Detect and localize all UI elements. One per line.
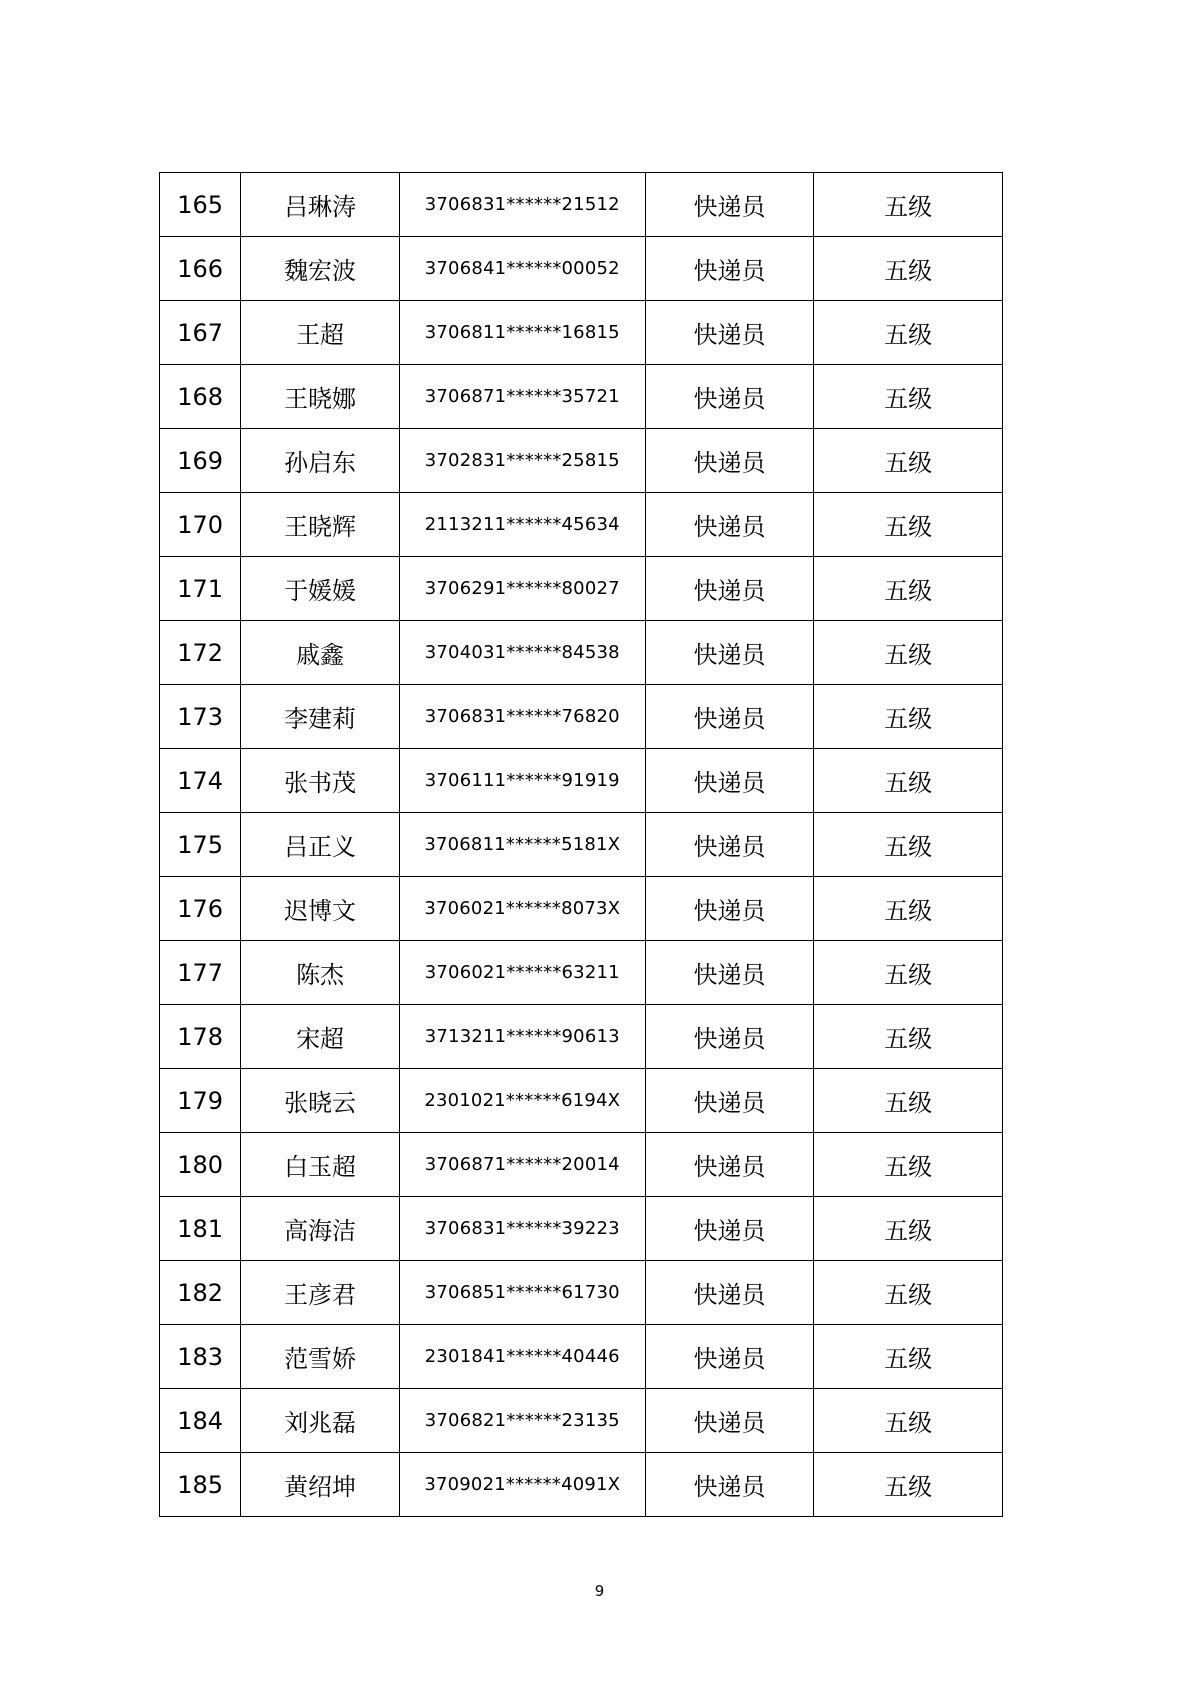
row-number: 177 xyxy=(160,941,241,1005)
occupation: 快递员 xyxy=(645,237,814,301)
occupation: 快递员 xyxy=(645,1389,814,1453)
person-name: 刘兆磊 xyxy=(241,1389,400,1453)
person-name: 宋超 xyxy=(241,1005,400,1069)
skill-level: 五级 xyxy=(814,941,1003,1005)
person-name: 王晓辉 xyxy=(241,493,400,557)
occupation: 快递员 xyxy=(645,1325,814,1389)
table-row xyxy=(160,1453,1003,1517)
table-row xyxy=(160,877,1003,941)
table-row xyxy=(160,173,1003,237)
person-name: 张书茂 xyxy=(241,749,400,813)
row-number: 174 xyxy=(160,749,241,813)
skill-level: 五级 xyxy=(814,237,1003,301)
person-name: 白玉超 xyxy=(241,1133,400,1197)
table-row xyxy=(160,1325,1003,1389)
table-row xyxy=(160,429,1003,493)
id-number: 3706811******5181X xyxy=(399,813,645,877)
occupation: 快递员 xyxy=(645,1261,814,1325)
occupation: 快递员 xyxy=(645,1197,814,1261)
row-number: 181 xyxy=(160,1197,241,1261)
table-row xyxy=(160,941,1003,1005)
id-number: 3704031******84538 xyxy=(399,621,645,685)
page-number: 9 xyxy=(594,1582,605,1600)
person-name: 吕正义 xyxy=(241,813,400,877)
person-name: 范雪娇 xyxy=(241,1325,400,1389)
table-row xyxy=(160,749,1003,813)
id-number: 3706871******20014 xyxy=(399,1133,645,1197)
table-row xyxy=(160,365,1003,429)
occupation: 快递员 xyxy=(645,1453,814,1517)
table-row xyxy=(160,493,1003,557)
person-name: 黄绍坤 xyxy=(241,1453,400,1517)
occupation: 快递员 xyxy=(645,877,814,941)
roster-table-body xyxy=(160,173,1003,1517)
id-number: 3706821******23135 xyxy=(399,1389,645,1453)
skill-level: 五级 xyxy=(814,301,1003,365)
skill-level: 五级 xyxy=(814,173,1003,237)
id-number: 3706831******39223 xyxy=(399,1197,645,1261)
skill-level: 五级 xyxy=(814,877,1003,941)
person-name: 迟博文 xyxy=(241,877,400,941)
row-number: 184 xyxy=(160,1389,241,1453)
person-name: 戚鑫 xyxy=(241,621,400,685)
id-number: 3706831******76820 xyxy=(399,685,645,749)
occupation: 快递员 xyxy=(645,621,814,685)
id-number: 3706871******35721 xyxy=(399,365,645,429)
skill-level: 五级 xyxy=(814,621,1003,685)
row-number: 175 xyxy=(160,813,241,877)
occupation: 快递员 xyxy=(645,557,814,621)
occupation: 快递员 xyxy=(645,301,814,365)
skill-level: 五级 xyxy=(814,1261,1003,1325)
person-name: 张晓云 xyxy=(241,1069,400,1133)
occupation: 快递员 xyxy=(645,749,814,813)
row-number: 185 xyxy=(160,1453,241,1517)
table-row xyxy=(160,1389,1003,1453)
row-number: 176 xyxy=(160,877,241,941)
occupation: 快递员 xyxy=(645,173,814,237)
id-number: 3706811******16815 xyxy=(399,301,645,365)
table-row xyxy=(160,685,1003,749)
id-number: 3702831******25815 xyxy=(399,429,645,493)
occupation: 快递员 xyxy=(645,429,814,493)
row-number: 168 xyxy=(160,365,241,429)
person-name: 王超 xyxy=(241,301,400,365)
id-number: 3709021******4091X xyxy=(399,1453,645,1517)
table-row xyxy=(160,1069,1003,1133)
occupation: 快递员 xyxy=(645,685,814,749)
id-number: 3713211******90613 xyxy=(399,1005,645,1069)
occupation: 快递员 xyxy=(645,1005,814,1069)
person-name: 孙启东 xyxy=(241,429,400,493)
row-number: 173 xyxy=(160,685,241,749)
row-number: 180 xyxy=(160,1133,241,1197)
skill-level: 五级 xyxy=(814,1005,1003,1069)
table-row xyxy=(160,301,1003,365)
table-row xyxy=(160,1005,1003,1069)
person-name: 高海洁 xyxy=(241,1197,400,1261)
row-number: 182 xyxy=(160,1261,241,1325)
id-number: 3706021******63211 xyxy=(399,941,645,1005)
row-number: 183 xyxy=(160,1325,241,1389)
occupation: 快递员 xyxy=(645,493,814,557)
occupation: 快递员 xyxy=(645,1133,814,1197)
skill-level: 五级 xyxy=(814,1453,1003,1517)
row-number: 178 xyxy=(160,1005,241,1069)
occupation: 快递员 xyxy=(645,1069,814,1133)
person-name: 王彦君 xyxy=(241,1261,400,1325)
id-number: 3706111******91919 xyxy=(399,749,645,813)
row-number: 165 xyxy=(160,173,241,237)
id-number: 3706021******8073X xyxy=(399,877,645,941)
occupation: 快递员 xyxy=(645,813,814,877)
table-row xyxy=(160,813,1003,877)
skill-level: 五级 xyxy=(814,1069,1003,1133)
id-number: 2301841******40446 xyxy=(399,1325,645,1389)
skill-level: 五级 xyxy=(814,749,1003,813)
skill-level: 五级 xyxy=(814,557,1003,621)
row-number: 172 xyxy=(160,621,241,685)
skill-level: 五级 xyxy=(814,685,1003,749)
row-number: 171 xyxy=(160,557,241,621)
id-number: 3706851******61730 xyxy=(399,1261,645,1325)
occupation: 快递员 xyxy=(645,365,814,429)
skill-level: 五级 xyxy=(814,1389,1003,1453)
occupation: 快递员 xyxy=(645,941,814,1005)
table-row xyxy=(160,621,1003,685)
row-number: 169 xyxy=(160,429,241,493)
id-number: 2113211******45634 xyxy=(399,493,645,557)
person-name: 李建莉 xyxy=(241,685,400,749)
table-row xyxy=(160,1261,1003,1325)
person-name: 吕琳涛 xyxy=(241,173,400,237)
person-name: 魏宏波 xyxy=(241,237,400,301)
table-row xyxy=(160,557,1003,621)
person-name: 于媛媛 xyxy=(241,557,400,621)
person-name: 王晓娜 xyxy=(241,365,400,429)
row-number: 166 xyxy=(160,237,241,301)
skill-level: 五级 xyxy=(814,1197,1003,1261)
id-number: 2301021******6194X xyxy=(399,1069,645,1133)
skill-level: 五级 xyxy=(814,493,1003,557)
skill-level: 五级 xyxy=(814,1133,1003,1197)
skill-level: 五级 xyxy=(814,1325,1003,1389)
row-number: 179 xyxy=(160,1069,241,1133)
row-number: 170 xyxy=(160,493,241,557)
skill-level: 五级 xyxy=(814,813,1003,877)
table-row xyxy=(160,1133,1003,1197)
table-row xyxy=(160,237,1003,301)
row-number: 167 xyxy=(160,301,241,365)
id-number: 3706291******80027 xyxy=(399,557,645,621)
id-number: 3706841******00052 xyxy=(399,237,645,301)
table-row xyxy=(160,1197,1003,1261)
skill-level: 五级 xyxy=(814,429,1003,493)
roster-table xyxy=(159,172,1003,1517)
person-name: 陈杰 xyxy=(241,941,400,1005)
id-number: 3706831******21512 xyxy=(399,173,645,237)
skill-level: 五级 xyxy=(814,365,1003,429)
